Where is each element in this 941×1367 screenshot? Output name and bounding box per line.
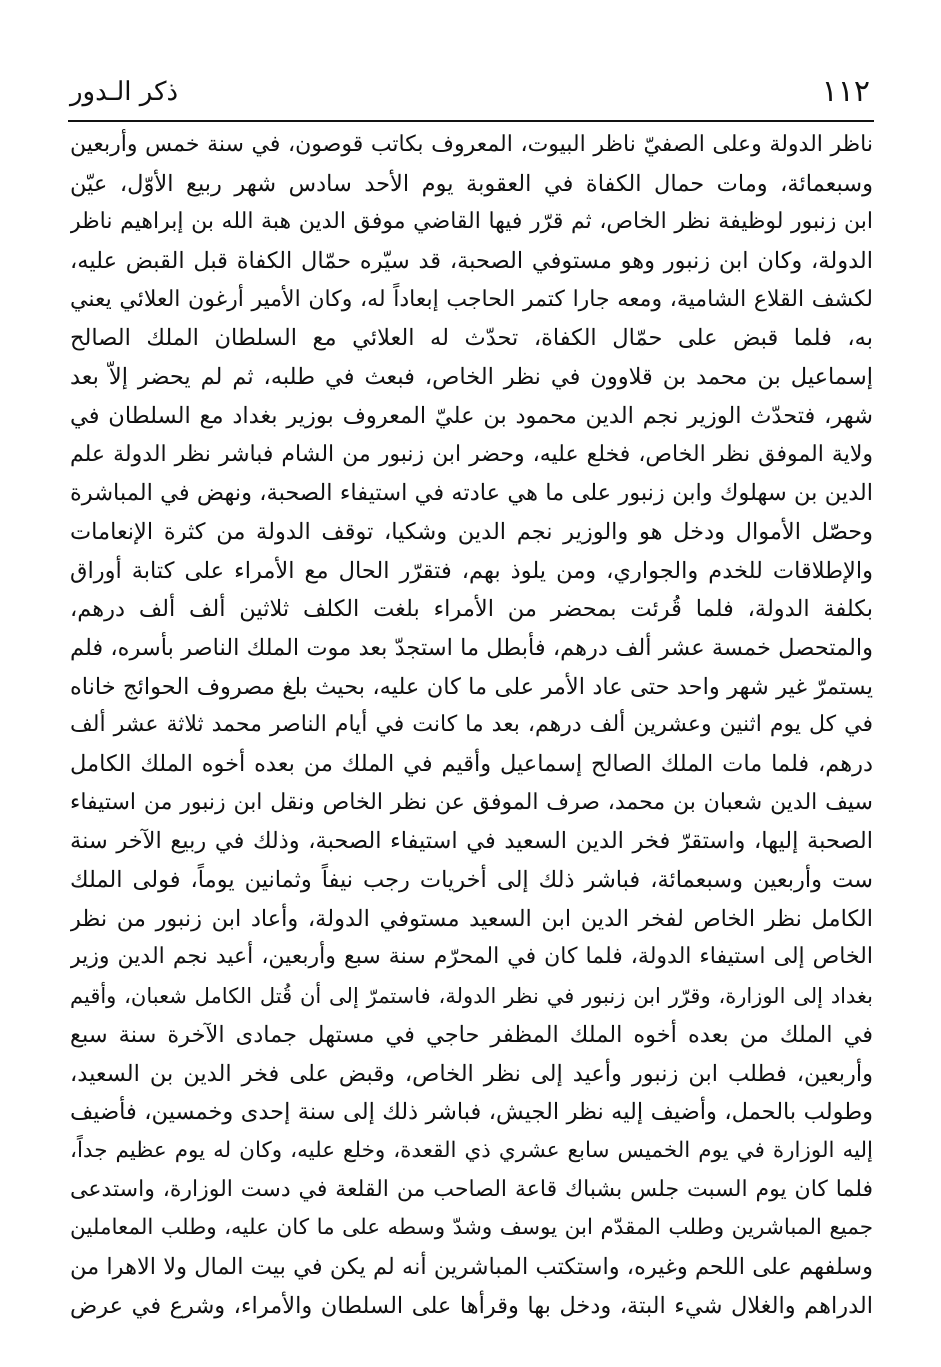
text-line: الدراهم والغلال شيء البتة، ودخل بها وقرأها على السلطان والأمراء، وشرع في عرض [70,1292,873,1319]
text-line: لكشف القلاع الشامية، ومعه جارا كتمر الحاجب إبعاداً له، وكان الأمير أرغون العلائي يعني [70,286,873,312]
text-line: درهم، فلما مات الملك الصالح إسماعيل وأقيم في الملك من بعده أخوه الملك الكامل [70,751,873,777]
text-line: بكلفة الدولة، فلما قُرئت بمحضر من الأمراء بلغت الكلف ثلاثين ألف ألف درهم، [70,596,873,623]
body-text [70,126,873,1326]
text-line: وأربعين، فطلب ابن زنبور وأعيد إلى نظر الخاص، وقبض على فخر الدين بن السعيد، [70,1060,873,1087]
text-line: الدين بن سهلوك وابن زنبور على ما هي عادته في استيفاء الصحبة، ونهض في المباشرة [70,480,873,507]
text-line: يستمرّ غير شهر واحد حتى عاد الأمر على ما كان عليه، بحيث بلغ مصروف الحوائج خاناه [70,673,873,700]
text-line: في كل يوم اثنين وعشرين ألف درهم، بعد ما كانت في أيام الناصر محمد ثلاثة عشر ألف [70,712,873,738]
text-line: ناظر الدولة وعلى الصفيّ ناظر البيوت، المعروف بكاتب قوصون، في سنة خمس وأربعين [70,132,873,157]
text-line: شهر، فتحدّث الوزير نجم الدين محمود بن عليّ المعروف بوزير بغداد مع السلطان في [70,402,873,429]
text-line: والإطلاقات للخدم والجواري، ومن يلوذ بهم، فتقرّر الحال مع الأمراء على كتابة أوراق [70,557,873,584]
text-line: الكامل نظر الخاص لفخر الدين ابن السعيد مستوفي الدولة، وأعاد ابن زنبور من نظر [70,905,873,932]
header-rule [68,120,874,122]
text-line: بغداد إلى الوزارة، وقرّر ابن زنبور في نظر الدولة، فاستمرّ إلى أن قُتل الكامل شعبان، وأقيم [70,984,873,1009]
text-line: به، فلما قبض على حمّال الكفاة، تحدّث له العلائي مع السلطان الملك الصالح [70,325,873,352]
text-line: ست وأربعين وسبعمائة، فباشر ذلك إلى أخريات رجب نيفاً وثمانين يوماً، فولى الملك [70,867,873,894]
text-line: والمتحصل خمسة عشر ألف درهم، فأبطل ما استجدّ بعد موت الملك الناصر بأسره، فلم [70,634,873,661]
running-head [70,64,870,120]
text-line: فلما كان يوم السبت جلس بشباك قاعة الصاحب من القلعة في دست الوزارة، واستدعى [70,1176,873,1202]
running-title: ذكر الـدور [70,77,179,107]
text-line: سيف الدين شعبان بن محمد، صرف الموفق عن نظر الخاص ونقل ابن زنبور من استيفاء [70,789,873,815]
page-number: ١١٢ [821,74,870,109]
text-line: الصحبة إليها، واستقرّ فخر الدين السعيد في استيفاء الصحبة، وذلك في ربيع الآخر سنة [70,828,873,855]
text-line: الدولة، وكان ابن زنبور وهو مستوفي الصحبة، قد سيّره حمّال الكفاة قبل القبض عليه، [70,248,873,275]
text-line: جميع المباشرين وطلب المقدّم ابن يوسف وشدّ وسطه على ما كان عليه، وطلب المعاملين [70,1215,873,1241]
text-line: إليه الوزارة في يوم الخميس سابع عشري ذي القعدة، وخلع عليه، وكان له يوم عظيم جداً، [70,1137,873,1163]
text-line: الخاص إلى استيفاء الدولة، فلما كان في المحرّم سنة سبع وأربعين، أعيد نجم الدين وزير [70,944,873,970]
text-line: وطولب بالحمل، وأضيف إليه نظر الجيش، فباشر ذلك إلى سنة إحدى وخمسين، فأضيف [70,1099,873,1126]
text-line: إسماعيل بن محمد بن قلاوون في نظر الخاص، فبعث في طلبه، ثم لم يحضر إلاّ بعد [70,364,873,391]
text-line: ابن زنبور لوظيفة نظر الخاص، ثم قرّر فيها القاضي موفق الدين هبة الله بن إبراهيم ناظر [70,209,873,235]
text-line: وسلفهم على اللحم وغيره، واستكتب المباشرين أنه لم يكن في بيت المال ولا الاهرا من [70,1253,873,1280]
text-line: وسبعمائة، ومات حمال الكفاة في العقوبة يوم الأحد سادس شهر ربيع الأوّل، عيّن [70,170,873,197]
text-line: ولاية الموفق نظر الخاص، فخلع عليه، وحضر ابن زنبور من الشام فباشر نظر الدولة علم [70,441,873,467]
text-line: وحصّل الأموال ودخل هو والوزير نجم الدين وشكيا، توقف الدولة من كثرة الإنعامات [70,518,873,545]
text-line: في الملك من بعده أخوه الملك المظفر حاجي في مستهل جمادى الآخرة سنة سبع [70,1021,873,1048]
